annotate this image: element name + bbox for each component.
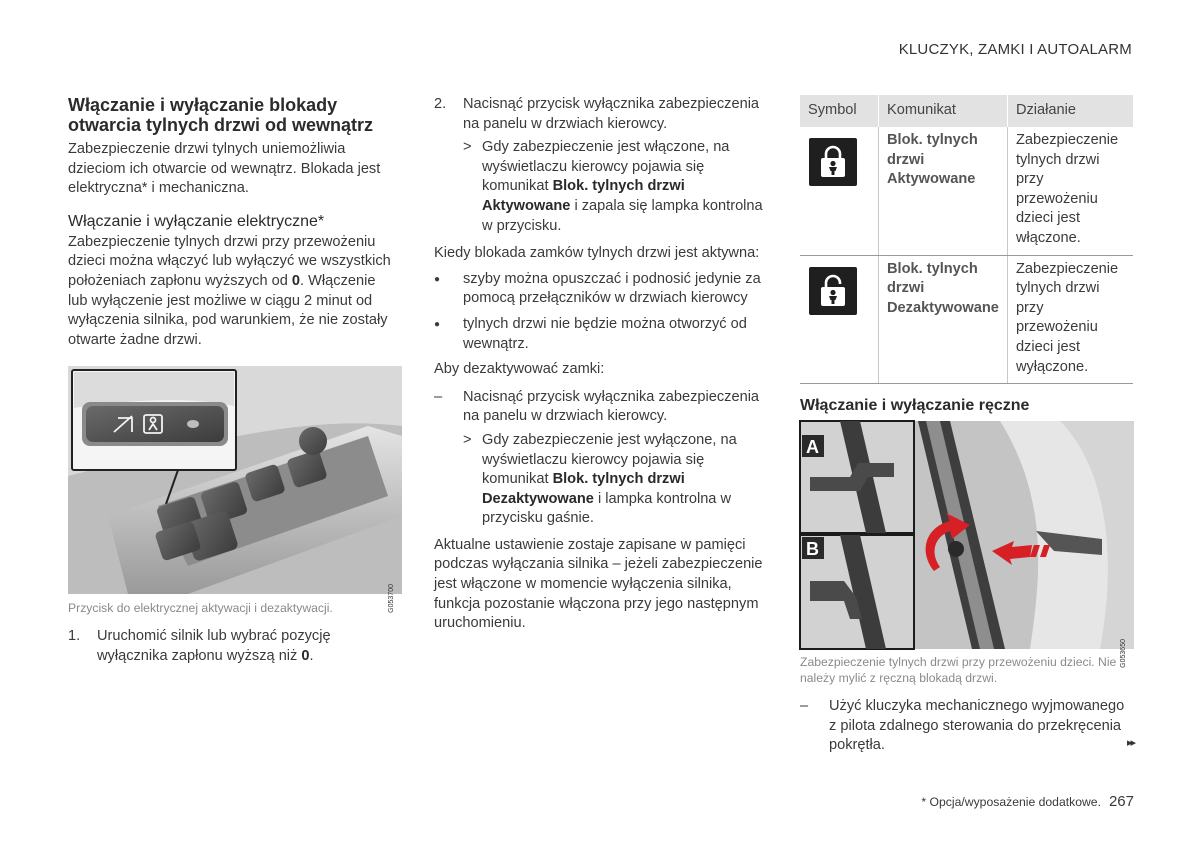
column-right [800,95,1134,756]
list-item: – Użyć kluczyka mechanicznego wyjmowanego z pilota zdalnego sterowania do przekręcenia pokrętła. [800,698,1125,754]
door-panel-drawing [68,366,402,594]
result-item: > Gdy zabezpieczenie jest włączone, na wyświetlaczu kierowcy pojawia się komunikat Blok. tylnych drzwi Aktywowane i zapala się lampka kontrolna w przycisku. [463,139,763,234]
footer [921,792,1134,813]
table-header: Komunikat [879,95,1008,127]
page-heading: Włączanie i wyłączanie blokady otwarcia tylnych drzwi od wewnątrz [68,95,374,135]
electric-paragraph: Zabezpieczenie tylnych drzwi przy przewożeniu dzieci można włączyć lub wyłączyć we wszystkich położeniach zapłonu wyższych od 0. Włączenie lub wyłączenie jest możliwe w ciągu 2 minut od wyłączenia silnika, pod warunkiem, że nie zostały otwarte żadne drzwi. [68,233,391,348]
table-cell-symbol [800,127,879,255]
steps-list [68,627,396,666]
figure-code: G053650 [1120,639,1127,668]
figure-caption: Zabezpieczenie tylnych drzwi przy przewożeniu dzieci. Nie należy mylić z ręczną blokadą drzwi. [800,655,1117,686]
column-middle [434,95,768,634]
list-item: ● szyby można opuszczać i podnosić jedynie za pomocą przełączników w drzwiach kierowcy [434,270,761,307]
table-cell-action: Zabezpieczenie tylnych drzwi przy przewożeniu dzieci jest włączone. [1007,127,1133,255]
memory-paragraph: Aktualne ustawienie zostaje zapisane w pamięci podczas wyłączania silnika – jeżeli zabezpieczenie jest włączone w momencie wyłączenia silnika, funkcja pozostanie włączona przy jego następnym uruchomieniu. [434,536,763,632]
table-cell-symbol [800,255,879,384]
table-cell-message: Blok. tylnych drzwi Aktywowane [879,127,1008,255]
figure-label-b: B [806,539,819,560]
table-header: Symbol [800,95,879,127]
column-left [68,95,396,667]
steps-list-continued [434,95,768,134]
result-marker: > [463,431,472,448]
page-number: 267 [1108,793,1134,810]
active-intro: Kiedy blokada zamków tylnych drzwi jest aktywna: [434,245,760,262]
list-item: 2. Nacisnąć przycisk wyłącznika zabezpieczenia na panelu w drzwiach kierowcy. [434,96,760,132]
deactivate-intro: Aby dezaktywować zamki: [434,361,605,378]
table-row [800,127,1133,255]
list-item: – Nacisnąć przycisk wyłącznika zabezpieczenia na panelu w drzwiach kierowcy. [434,388,760,425]
bullet-list [434,270,768,354]
continue-arrows-icon: ▸▸ [1126,737,1134,749]
intro-paragraph: Zabezpieczenie drzwi tylnych uniemożliwia dzieciom ich otwarcie od wewnątrz. Blokada jest elektryczna* i mechaniczna. [68,141,381,197]
figure-code: G053700 [388,584,395,614]
manual-lock-drawing [800,421,1134,649]
table-row [800,255,1133,384]
footnote: * Opcja/wyposażenie dodatkowe. [921,795,1101,809]
table-cell-message: Blok. tylnych drzwi Dezaktywowane [879,255,1008,384]
list-item: ● tylnych drzwi nie będzie można otworzyć od wewnątrz. [434,315,747,352]
electric-heading: Włączanie i wyłączanie elektryczne* [68,212,325,230]
table-header: Działanie [1007,95,1133,127]
child-lock-inactive-icon [809,267,857,315]
message-table [800,95,1133,384]
result-item: > Gdy zabezpieczenie jest wyłączone, na wyświetlaczu kierowcy pojawia się komunikat Blok. tylnych drzwi Dezaktywowane i lampka kontrolna w przycisku gaśnie. [463,431,737,527]
figure-caption: Przycisk do elektrycznej aktywacji i dezaktywacji. [68,601,333,616]
step-number: 1. [68,628,81,645]
table-cell-action: Zabezpieczenie tylnych drzwi przy przewożeniu dzieci jest wyłączone. [1007,255,1133,384]
child-lock-active-icon [809,138,857,186]
manual-heading: Włączanie i wyłączanie ręczne [800,397,1030,415]
section-title: KLUCZYK, ZAMKI I AUTOALARM [898,41,1132,58]
figure-label-a: A [806,437,819,458]
step-number: 2. [434,96,447,112]
list-item: 1. Uruchomić silnik lub wybrać pozycję wyłącznika zapłonu wyższą niż 0. [68,628,331,664]
result-marker: > [463,139,472,156]
manual-lock-illustration [800,421,1134,668]
